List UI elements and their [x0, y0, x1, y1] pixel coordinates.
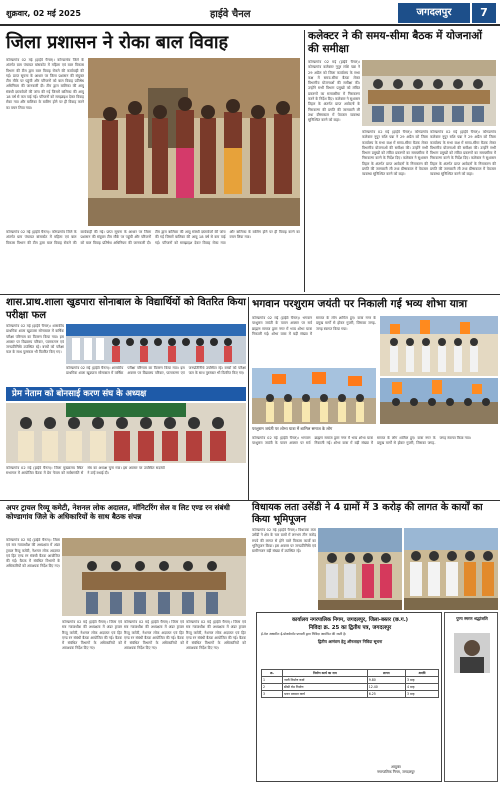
- table-row: [262, 684, 439, 691]
- story7-body-col4: कोण्डागांव 02 मई (हाईवे चैनल)। जिला एवं सत्र न्यायाधीश की अध्यक्षता में अंडर ट्रायल रिव्यू कमेटी, नेशनल लोक अदालत एवं हिट एण्ड रन संबंधी बैठक आयोजित की गई। बैठक में संबंधित विभागों के अधिकारियों को आवश्यक निर्देश दिए गए।: [186, 620, 246, 651]
- table-cell: 12.40: [367, 684, 405, 691]
- story3-headline: शास.प्राथ.शाला खुडपारा सोनाबाल के विद्यार्थियों को वितरित किया परीक्षा फल: [6, 297, 246, 321]
- table-row: [262, 677, 439, 684]
- table-cell: 6.25: [367, 691, 405, 698]
- paper-name: हाईवे चैनल: [210, 9, 251, 20]
- story5-body-cont: कोण्डागांव 02 मई (हाईवे चैनल)। भगवान परशुराम जयंती के पावन अवसर पर सर्व ब्राह्मण समाज द्वारा नगर में भव्य शोभा यात्रा निकाली गई। शोभा यात्रा में बड़ी संख्या में समाज के लोग शामिल हुए। यात्रा नगर के प्रमुख मार्गों से होकर गुजरी, जिसका जगह-जगह स्वागत किया गया।: [252, 436, 472, 446]
- story6-headline: विधायक लता उसेंडी ने 4 ग्रामों में 3 करोड़ की लागत के कार्यों का किया भूमिपूजन: [252, 502, 483, 525]
- notice-subject: द्वितीय आमंत्रण हेतु ऑनलाइन निविदा सूचना: [317, 639, 383, 644]
- story6-body: कोण्डागांव 02 मई (हाईवे चैनल)। विधायक लता उसेंडी ने क्षेत्र के चार ग्रामों में लगभग तीन करोड़ रुपये की लागत से होने वाले विकास कार्यों का भूमिपूजन किया। इस अवसर पर जनप्रतिनिधि एवं ग्रामीणजन बड़ी संख्या में उपस्थित रहे।: [252, 528, 316, 554]
- story3-body: कोण्डागांव 02 मई (हाईवे चैनल)। शासकीय प्राथमिक शाला खुडपारा सोनाबाल में वार्षिक परीक्षा परिणाम का वितरण किया गया। इस अवसर पर विद्यालय परिवार, पालकगण एवं जनप्रतिनिधि उपस्थित रहे। बच्चों को परीक्षा फल के साथ पुरस्कार भी वितरित किए गए।: [6, 324, 64, 355]
- court-meeting-photo: [62, 538, 246, 616]
- city-tab: जगदलपुर: [398, 3, 470, 23]
- procession-photo-3: [380, 378, 498, 424]
- table-cell: सीसी रोड निर्माण: [283, 684, 368, 691]
- story3-body-cont: कोण्डागांव 02 मई (हाईवे चैनल)। शासकीय प्राथमिक शाला खुडपारा सोनाबाल में वार्षिक परीक्षा परिणाम का वितरण किया गया। इस अवसर पर विद्यालय परिवार, पालकगण एवं जनप्रतिनिधि उपस्थित रहे। बच्चों को परीक्षा फल के साथ पुरस्कार भी वितरित किए गए।: [66, 366, 246, 376]
- table-cell: 1: [262, 677, 283, 684]
- procession-caption: परशुराम जयंती पर शोभा यात्रा में शामिल समाज के लोग: [252, 426, 333, 431]
- table-cell: 3 माह: [405, 677, 438, 684]
- story7-body-col3: कोण्डागांव 02 मई (हाईवे चैनल)। जिला एवं सत्र न्यायाधीश की अध्यक्षता में अंडर ट्रायल रिव्यू कमेटी, नेशनल लोक अदालत एवं हिट एण्ड रन संबंधी बैठक आयोजित की गई। बैठक में संबंधित विभागों के अधिकारियों को आवश्यक निर्देश दिए गए।: [124, 620, 184, 651]
- table-cell: भवन मरम्मत कार्य: [283, 691, 368, 698]
- issue-date: शुक्रवार, 02 मई 2025: [6, 9, 81, 18]
- masthead: [0, 0, 500, 26]
- story1-body-cont: कोण्डागांव 02 मई (हाईवे चैनल)। कोण्डागांव जिले के अंतर्गत ग्राम पंचायत बांसकोट में महिला एवं बाल विकास विभाग की टीम द्वारा बाल विवाह रोकने की कार्यवाही की गई। प्राप्त सूचना के आधार पर जिला प्रशासन की संयुक्त टीम मौके पर पहुंची और परिजनों को बाल विवाह प्रतिषेध अधिनियम की जानकारी दी। टीम द्वारा बालिका की आयु संबंधी दस्तावेजों की जांच की गई जिसमें बालिका की आयु 18 वर्ष से कम पाई गई। परिजनों को समझाइश देकर विवाह रोका गया और बालिका के बालिग होने पर ही विवाह करने का वचन लिया गया।: [6, 230, 300, 245]
- page-number: 7: [472, 3, 496, 23]
- table-cell: 4 माह: [405, 684, 438, 691]
- table-row: [262, 691, 439, 698]
- tender-notice: [256, 612, 442, 782]
- story2-body-col2: कोण्डागांव 02 मई (हाईवे चैनल)। कोण्डागांव कलेक्टर नूपुर राशि पन्ना ने 29 अप्रैल को जिला कार्यालय के सभा कक्ष में समय-सीमा बैठक लेकर विभागीय योजनाओं की समीक्षा की। उन्होंने सभी विभाग प्रमुखों को लंबित प्रकरणों का समयसीमा में निराकरण करने के निर्देश दिए। कलेक्टर ने सुशासन तिहार के अंतर्गत प्राप्त आवेदनों के निराकरण की प्रगति की जानकारी ली तथा ग्रीष्मकाल में पेयजल व्यवस्था सुनिश्चित करने को कहा।: [362, 130, 428, 177]
- bhoomipujan-photo-2: [404, 528, 498, 610]
- column-rule: [304, 30, 305, 292]
- meeting-photo: [362, 60, 496, 126]
- memorial-portrait: [454, 633, 490, 673]
- procession-photo-2: [252, 368, 376, 424]
- notice-table: [261, 669, 439, 698]
- table-cell: 3: [262, 691, 283, 698]
- school-event-photo: [66, 324, 246, 364]
- bonsai-association-banner: प्रेम नेताम को बोनसाई करण संघ के अध्यक्ष: [6, 387, 246, 401]
- story2-headline: कलेक्टर ने की समय-सीमा बैठक में योजनाओं की समीक्षा: [308, 30, 482, 55]
- notice-office: कार्यालय नगरपालिक निगम, जगदलपुर, जिला-बस्तर (छ.ग.): [291, 617, 409, 623]
- bhoomipujan-photo-1: [318, 528, 402, 610]
- section-divider: [248, 500, 500, 501]
- story7-headline: अपर ट्रायल रिव्यू कमेटी, नेशनल लोक अदालत, मॉनिटरिंग सेल व लिट एण्ड रन संबंधी कोण्डागांव जिले के अधिकारियों के साथ बैठक संपन्न: [6, 503, 230, 522]
- notice-col-header: लागत: [367, 670, 405, 677]
- procession-photo-1: [380, 316, 498, 376]
- notice-col-header: निर्माण कार्य का नाम: [283, 670, 368, 677]
- story4-body: कोण्डागांव 02 मई (हाईवे चैनल)। जिला मुख्यालय स्थित सभागार में आयोजित बैठक में प्रेम नेताम को सर्वसम्मति से संघ का अध्यक्ष चुना गया। इस अवसर पर उपस्थित सदस्यों ने उन्हें बधाई दी।: [6, 466, 165, 476]
- notice-intro: ई-मेल आधारित ई-प्रोक्योरमेंट प्रणाली द्वारा निविदा आमंत्रित की जाती है।: [261, 632, 347, 636]
- story1-headline: जिला प्रशासन ने रोका बाल विवाह: [6, 32, 229, 53]
- section-divider: [0, 500, 248, 501]
- table-cell: 9.80: [367, 677, 405, 684]
- table-cell: नाली निर्माण कार्य: [283, 677, 368, 684]
- story2-body: कोण्डागांव 02 मई (हाईवे चैनल)। कोण्डागांव कलेक्टर नूपुर राशि पन्ना ने 29 अप्रैल को जिला कार्यालय के सभा कक्ष में समय-सीमा बैठक लेकर विभागीय योजनाओं की समीक्षा की। उन्होंने सभी विभाग प्रमुखों को लंबित प्रकरणों का समयसीमा में निराकरण करने के निर्देश दिए। कलेक्टर ने सुशासन तिहार के अंतर्गत प्राप्त आवेदनों के निराकरण की प्रगति की जानकारी ली तथा ग्रीष्मकाल में पेयजल व्यवस्था सुनिश्चित करने को कहा।: [308, 60, 360, 123]
- notice-title: निविदा क्र. 25 का द्वितीय पत्र, जगदलपुर: [308, 625, 392, 631]
- story5-body: कोण्डागांव 02 मई (हाईवे चैनल)। भगवान परशुराम जयंती के पावन अवसर पर सर्व ब्राह्मण समाज द्वारा नगर में भव्य शोभा यात्रा निकाली गई। शोभा यात्रा में बड़ी संख्या में समाज के लोग शामिल हुए। यात्रा नगर के प्रमुख मार्गों से होकर गुजरी, जिसका जगह-जगह स्वागत किया गया।: [252, 316, 376, 336]
- notice-col-header: अवधि: [405, 670, 438, 677]
- story7-body: कोण्डागांव 02 मई (हाईवे चैनल)। जिला एवं सत्र न्यायाधीश की अध्यक्षता में अंडर ट्रायल रिव्यू कमेटी, नेशनल लोक अदालत एवं हिट एण्ड रन संबंधी बैठक आयोजित की गई। बैठक में संबंधित विभागों के अधिकारियों को आवश्यक निर्देश दिए गए।: [6, 538, 60, 569]
- notice-col-header: क्र.: [262, 670, 283, 677]
- story2-body-col3: कोण्डागांव 02 मई (हाईवे चैनल)। कोण्डागांव कलेक्टर नूपुर राशि पन्ना ने 29 अप्रैल को जिला कार्यालय के सभा कक्ष में समय-सीमा बैठक लेकर विभागीय योजनाओं की समीक्षा की। उन्होंने सभी विभाग प्रमुखों को लंबित प्रकरणों का समयसीमा में निराकरण करने के निर्देश दिए। कलेक्टर ने सुशासन तिहार के अंतर्गत प्राप्त आवेदनों के निराकरण की प्रगति की जानकारी ली तथा ग्रीष्मकाल में पेयजल व्यवस्था सुनिश्चित करने को कहा।: [430, 130, 496, 177]
- felicitation-photo: [6, 403, 246, 463]
- notice-signoff: आयुक्त नगरपालिक निगम, जगदलपुर: [377, 765, 415, 774]
- column-rule: [248, 297, 249, 500]
- memorial-ad: [444, 612, 498, 782]
- table-cell: 2: [262, 684, 283, 691]
- story1-body: कोण्डागांव 02 मई (हाईवे चैनल)। कोण्डागांव जिले के अंतर्गत ग्राम पंचायत बांसकोट में महिला एवं बाल विकास विभाग की टीम द्वारा बाल विवाह रोकने की कार्यवाही की गई। प्राप्त सूचना के आधार पर जिला प्रशासन की संयुक्त टीम मौके पर पहुंची और परिजनों को बाल विवाह प्रतिषेध अधिनियम की जानकारी दी। टीम द्वारा बालिका की आयु संबंधी दस्तावेजों की जांच की गई जिसमें बालिका की आयु 18 वर्ष से कम पाई गई। परिजनों को समझाइश देकर विवाह रोका गया और बालिका के बालिग होने पर ही विवाह करने का वचन लिया गया।: [6, 58, 84, 110]
- section-divider: [0, 294, 500, 295]
- table-cell: 3 माह: [405, 691, 438, 698]
- story5-headline: भगवान परशुराम जयंती पर निकाली गई भव्य शोभा यात्रा: [252, 298, 468, 310]
- memorial-title: पुण्य स्मरण श्रद्धांजलि: [456, 616, 488, 621]
- child-marriage-photo: [88, 58, 300, 226]
- story7-body-col2: कोण्डागांव 02 मई (हाईवे चैनल)। जिला एवं सत्र न्यायाधीश की अध्यक्षता में अंडर ट्रायल रिव्यू कमेटी, नेशनल लोक अदालत एवं हिट एण्ड रन संबंधी बैठक आयोजित की गई। बैठक में संबंधित विभागों के अधिकारियों को आवश्यक निर्देश दिए गए।: [62, 620, 122, 651]
